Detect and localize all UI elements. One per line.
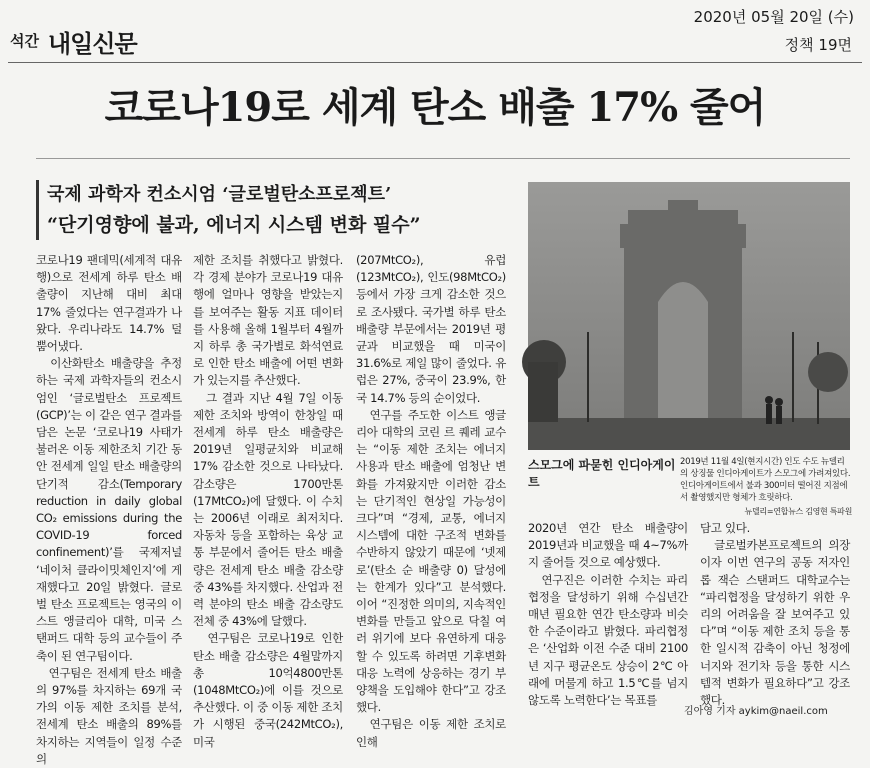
headline: 코로나19로 세계 탄소 배출 17% 줄어	[104, 84, 766, 131]
photo-caption-body: 2019년 11월 4일(현지시간) 인도 수도 뉴델리의 상징물 인디아게이트가 스모그에 가려져있다. 인디아게이트에서 불과 300미터 떨어진 지점에서 촬영했지만 형체가 흐릿하다.	[680, 457, 851, 503]
india-gate-photo	[528, 182, 850, 450]
headline-rule	[36, 158, 850, 159]
section-page: 정책 19면	[784, 36, 852, 54]
reporter-byline: 김아영 기자 aykim@naeil.com	[684, 706, 828, 717]
newspaper-name: 내일신문	[48, 30, 137, 58]
article-column-4: 2020년 연간 탄소 배출량이 2019년과 비교했을 때 4~7%까지 줄어들 것으로 예상했다. 연구진은 이러한 수치는 파리협정을 달성하기 위해 수십년간 매년 필요한 연간 탄소량과 비슷한 수준이라고 밝혔다. 파리협정은 ‘산업화 이전 수준 대비 2100년 지구 평균온도 상승이 2℃ 아래에 머물게 하고 1.5℃를 넘지 않도록 노력한다’는 목표를	[528, 521, 688, 708]
subheadline-line-1: 국제 과학자 컨소시엄 ‘글로벌탄소프로젝트’	[47, 184, 392, 205]
publication-date: 2020년 05월 20일 (수)	[693, 8, 854, 26]
photo-caption-title: 스모그에 파묻힌 인디아게이트	[528, 458, 676, 489]
photo-caption-text	[680, 456, 852, 518]
article-column-3: (207MtCO₂), 유럽(123MtCO₂), 인도(98MtCO₂) 등에서 가장 크게 감소한 것으로 조사됐다. 국가별 하루 탄소 배출량 부문에서는 2019년 평균과 비교했을 때 미국이 31.6%로 제일 많이 줄었다. 유럽은 27%, 중국이 23.9%, 한국 14.7% 등의 순이었다. 연구를 주도한 이스트 앵글리아 대학의 코린 르 퀘레 교수는 “이동 제한 조치는 에너지 사용과 탄소 배출에 엄청난 변화를 가져왔지만 이러한 감소는 단기적인 현상일 가능성이 크다”며 “경제, 교통, 에너지 시스템에 대한 구조적 변화를 수반하지 않았기 때문에 ‘넷제로’(탄소 순 배출량 0) 달성에는 한계가 있다”고 분석했다. 이어 “진정한 의미의, 지속적인 변화를 만들고 앞으로 닥칠 여러 위기에 보다 유연하게 대응할 수 있도록 하려면 기후변화대응 노력에 상응하는 경기 부양책을 도입해야 한다”고 강조했다. 연구팀은 이동 제한 조치로 인해	[356, 253, 506, 749]
photo-credit: 뉴델리=연합뉴스 김영현 특파원	[744, 507, 852, 516]
article-column-1: 코로나19 팬데믹(세계적 대유행)으로 전세계 하루 탄소 배출량이 지난해 대비 최대 17% 줄었다는 연구결과가 나왔다. 우리나라도 14.7% 덜 뿜어냈다. 이산화탄소 배출량을 추정하는 국제 과학자들의 컨소시엄인 ‘글로벌탄소 프로젝트(GCP)’는 이 같은 연구 결과를 담은 논문 ‘코로나19 사태가 불러온 이동 제한조치 기간 동안 전세계 일일 탄소 배출량의 단기적 감소(Temporary reduction in daily global CO₂ emissions during the COVID-19 forced confinement)’를 국제저널 ‘네이처 클라이밋체인지’에 게재했다고 20일 밝혔다. 글로벌 탄소 프로젝트는 영국의 이스트 앵글리아 대학, 미국 스탠퍼드 대학 등의 교수들이 주축이 된 연구팀이다. 연구팀은 전세계 탄소 배출의 97%를 차지하는 69개 국가의 이동 제한 조치를 분석, 전세계 탄소 배출의 89%를 차지하는 지역들이 일정 수준의	[36, 253, 182, 766]
edition-label: 석간	[10, 32, 39, 50]
subheadline	[36, 180, 507, 240]
article-column-2: 제한 조치를 취했다고 밝혔다. 각 경제 분야가 코로나19 대유행에 얼마나 영향을 받았는지를 보여주는 활동 지표 데이터를 사용해 올해 1월부터 4월까지 하루 총 국가별로 화석연료로 인한 탄소 배출에 어떤 변화가 있는지를 추산했다. 그 결과 지난 4월 7일 이동 제한 조치와 방역이 한창일 때 전세계 하루 탄소 배출량은 2019년 일평균치와 비교해 17% 감소한 것으로 나타났다. 감소량은 1700만톤(17MtCO₂)에 달했다. 이 수치는 2006년 이래로 최저치다. 자동차 등을 포함하는 육상 교통 부문에서 줄어든 탄소 배출량은 전세계 탄소 배출 감소량 중 43%를 차지했다. 산업과 전력 분야의 탄소 배출 감소량도 전체 중 43%에 달했다. 연구팀은 코로나19로 인한 탄소 배출 감소량은 4월말까지 총 10억4800만톤(1048MtCO₂)에 이를 것으로 추산했다. 이 중 이동 제한 조치가 시행된 중국(242MtCO₂), 미국	[193, 253, 343, 749]
subheadline-line-2: “단기영향에 불과, 에너지 시스템 변화 필수”	[47, 214, 421, 236]
article-column-5: 담고 있다. 글로벌카본프로젝트의 의장이자 이번 연구의 공동 저자인 롭 잭슨 스탠퍼드 대학교수는 “파리협정을 달성하기 위한 우리의 어려움을 잘 보여주고 있다”며 “이동 제한 조치 등을 통한 일시적 감축이 아닌 청정에너지와 전기차 등을 통한 시스템적 변화가 필요하다”고 강조했다.	[700, 521, 850, 708]
smog-scene-image	[528, 182, 850, 450]
masthead-rule	[8, 62, 862, 63]
